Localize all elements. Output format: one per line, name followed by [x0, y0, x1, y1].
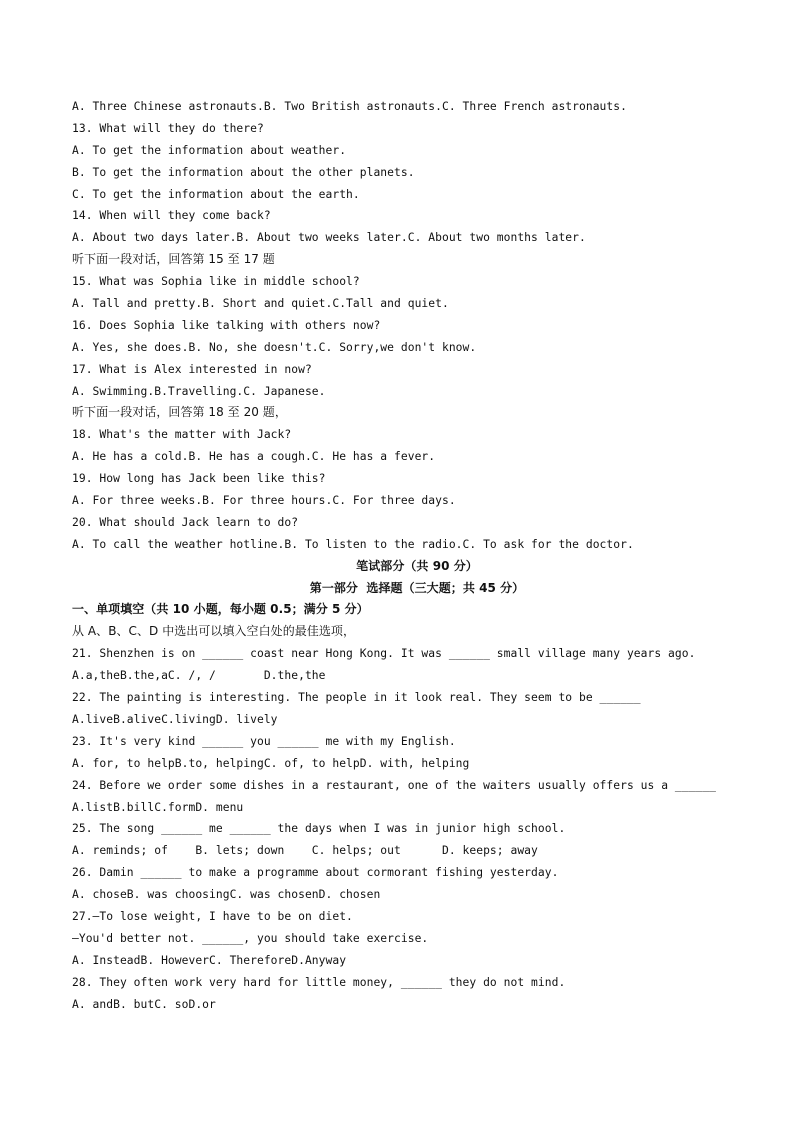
text-line: A.listB.billC.formD. menu [72, 800, 244, 814]
exam-page [72, 96, 762, 1015]
text-line: 16. Does Sophia like talking with others now? [72, 318, 381, 332]
text-line: A. andB. butC. soD.or [72, 997, 216, 1011]
text-line: A. for, to helpB.to, helpingC. of, to helpD. with, helping [72, 756, 470, 770]
text-line: 26. Damin ______ to make a programme about cormorant fishing yesterday. [72, 866, 559, 880]
text-line: 17. What is Alex interested in now? [72, 362, 312, 376]
text-line: A. Yes, she does.B. No, she doesn't.C. Sorry,we don't know. [72, 340, 477, 354]
text-line: 14. When will they come back? [72, 209, 271, 223]
text-line: 从 A、B、C、D 中选出可以填入空白处的最佳选项， [72, 624, 355, 639]
text-line: A.a,theB.the,aC. /, / D.the,the [72, 669, 326, 683]
text-line: 15. What was Sophia like in middle school? [72, 275, 360, 289]
text-line: A. To call the weather hotline.B. To listen to the radio.C. To ask for the doctor. [72, 537, 634, 551]
text-line: 听下面一段对话，回答第 18 至 20 题， [72, 405, 287, 420]
text-line: 22. The painting is interesting. The people in it look real. They seem to be ______ [72, 691, 641, 705]
text-line: 27.—To lose weight, I have to be on diet. [72, 909, 353, 923]
text-line: 28. They often work very hard for little money, ______ they do not mind. [72, 975, 566, 989]
text-line: 20. What should Jack learn to do? [72, 515, 299, 529]
text-line: A. For three weeks.B. For three hours.C. For three days. [72, 494, 456, 508]
text-line: A. Three Chinese astronauts.B. Two British astronauts.C. Three French astronauts. [72, 100, 627, 113]
text-line: A. reminds; of B. lets; down C. helps; out D. keeps; away [72, 844, 538, 858]
text-line: A. To get the information about weather. [72, 143, 347, 157]
text-line: A. InsteadB. HoweverC. ThereforeD.Anyway [72, 953, 347, 967]
text-line: B. To get the information about the other planets. [72, 165, 415, 179]
text-line: 听下面一段对话，回答第 15 至 17 题 [72, 252, 275, 267]
text-line: 19. How long has Jack been like this? [72, 472, 326, 486]
text-line: 24. Before we order some dishes in a restaurant, one of the waiters usually offers us a ______ [72, 778, 717, 792]
text-line: 25. The song ______ me ______ the days when I was in junior high school. [72, 822, 566, 836]
text-line: A.liveB.aliveC.livingD. lively [72, 712, 278, 726]
section-heading: 第一部分 选择题（三大题；共 45 分） [309, 580, 525, 595]
text-line: —You'd better not. ______, you should take exercise. [72, 931, 429, 945]
text-line: A. About two days later.B. About two weeks later.C. About two months later. [72, 231, 586, 245]
text-line: 18. What's the matter with Jack? [72, 428, 292, 442]
section-heading: 笔试部分（共 90 分） [356, 558, 478, 573]
text-line: A. Swimming.B.Travelling.C. Japanese. [72, 384, 326, 398]
section-heading: 一、单项填空（共 10 小题，每小题 0.5；满分 5 分） [72, 602, 369, 617]
text-line: A. choseB. was choosingC. was chosenD. chosen [72, 888, 381, 902]
text-line: 13. What will they do there? [72, 121, 264, 135]
text-line: C. To get the information about the earth. [72, 187, 360, 201]
text-line: 23. It's very kind ______ you ______ me with my English. [72, 734, 456, 748]
text-line: 21. Shenzhen is on ______ coast near Hong Kong. It was ______ small village many years ago. [72, 647, 696, 661]
text-line: A. He has a cold.B. He has a cough.C. He has a fever. [72, 450, 436, 464]
text-line: A. Tall and pretty.B. Short and quiet.C.Tall and quiet. [72, 297, 449, 311]
